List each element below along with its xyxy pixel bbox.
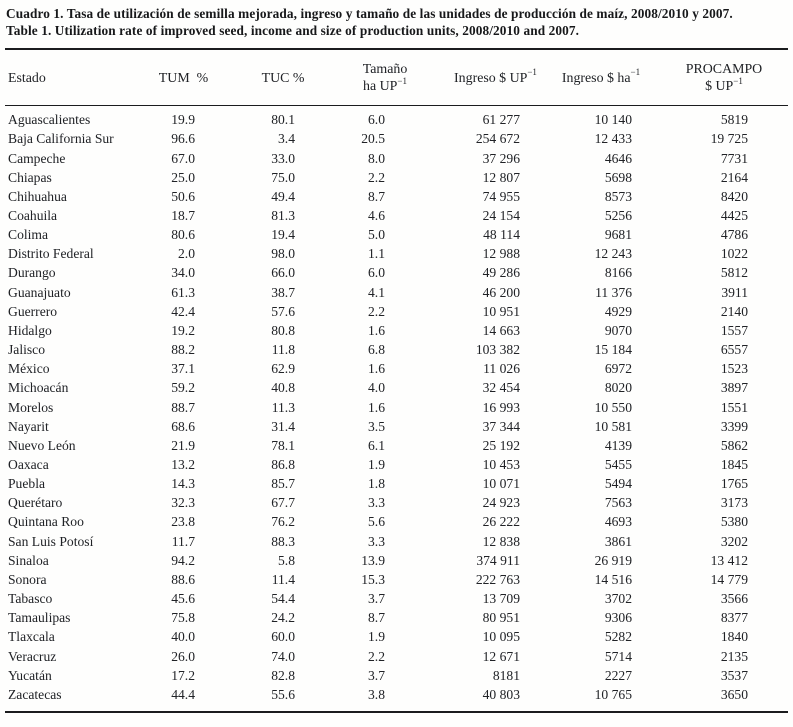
cell-procampo: 3897: [720, 380, 748, 396]
cell-ingreso-up: 13 709: [482, 591, 520, 607]
cell-tamano: 20.5: [361, 131, 385, 147]
col-header-tuc: TUC %: [213, 49, 313, 106]
cell-tamano: 4.6: [368, 207, 385, 223]
cell-tum: 88.2: [171, 342, 195, 358]
cell-ingreso-ha: 9070: [604, 322, 632, 338]
cell-tum: 96.6: [171, 131, 195, 147]
cell-tum: 13.2: [171, 457, 195, 472]
cell-ingreso-ha: 4139: [604, 437, 632, 453]
cell-estado: Sinaloa: [8, 552, 49, 568]
cell-estado: Tlaxcala: [8, 629, 55, 645]
superscript: −1: [397, 75, 407, 86]
table-row: [5, 244, 788, 263]
cell-estado: Michoacán: [8, 380, 69, 396]
cell-tamano: 2.2: [368, 303, 385, 319]
cell-estado: Nayarit: [8, 418, 49, 434]
table-row: [5, 570, 788, 589]
cell-procampo: 5862: [720, 437, 748, 453]
cell-estado: Guerrero: [8, 303, 58, 319]
cell-ingreso-ha: 7563: [604, 495, 632, 511]
superscript: −1: [733, 75, 743, 86]
cell-ingreso-ha: 12 243: [594, 246, 632, 262]
cell-procampo: 3911: [721, 284, 748, 300]
cell-procampo: 8377: [720, 610, 748, 626]
superscript: −1: [527, 67, 537, 78]
col-header-tamano: Tamaño ha $UP^{-1}$: [313, 49, 403, 106]
table-row: [5, 474, 788, 493]
cell-ingreso-up: 32 454: [482, 380, 520, 396]
cell-ingreso-up: 24 923: [482, 495, 520, 511]
cell-tamano: 8.7: [368, 610, 385, 626]
cell-estado: Zacatecas: [8, 686, 62, 702]
cell-procampo: 3537: [720, 667, 748, 683]
cell-procampo: 7731: [720, 150, 748, 166]
cell-estado: Tabasco: [8, 591, 53, 607]
cell-tum: 45.6: [171, 591, 195, 607]
cell-ingreso-up: 80 951: [482, 610, 520, 626]
cell-tuc: 40.8: [271, 380, 295, 396]
cell-tamano: 2.2: [368, 169, 385, 185]
cell-estado: Hidalgo: [8, 322, 52, 338]
cell-tamano: 6.0: [368, 265, 385, 281]
cell-tum: 25.0: [171, 169, 195, 185]
cell-tum: 2.0: [178, 246, 195, 262]
cell-estado: Colima: [8, 227, 49, 243]
cell-ingreso-ha: 10 550: [594, 399, 632, 415]
cell-estado: Jalisco: [8, 342, 45, 358]
cell-estado: Guanajuato: [8, 284, 71, 300]
table-row: [5, 685, 788, 712]
cell-estado: Campeche: [8, 150, 66, 166]
superscript: −1: [630, 67, 641, 78]
cell-ingreso-ha: 5282: [604, 629, 632, 645]
cell-procampo: 1765: [720, 476, 748, 492]
cell-tum: 17.2: [171, 667, 195, 683]
cell-tuc: 85.7: [271, 476, 295, 492]
cell-tum: 67.0: [171, 150, 195, 166]
cell-tamano: 6.1: [368, 437, 385, 453]
cell-ingreso-up: 12 988: [482, 246, 520, 262]
cell-procampo: 2135: [720, 648, 748, 664]
cell-ingreso-up: 10 453: [482, 457, 520, 472]
cell-ingreso-up: 254 672: [475, 131, 520, 147]
cell-tum: 40.0: [171, 629, 195, 645]
cell-tamano: 1.9: [368, 629, 385, 645]
cell-tum: 23.8: [171, 514, 195, 530]
cell-estado: Baja California Sur: [8, 131, 114, 147]
cell-tuc: 55.6: [271, 686, 295, 702]
cell-tum: 18.7: [171, 207, 195, 223]
cell-estado: Chiapas: [8, 169, 52, 185]
cell-tamano: 15.3: [361, 571, 385, 587]
cell-tamano: 1.6: [368, 361, 385, 377]
cell-tamano: 1.9: [368, 457, 385, 472]
cell-tuc: 75.0: [271, 169, 295, 185]
cell-ingreso-ha: 4646: [604, 150, 632, 166]
cell-tuc: 81.3: [271, 207, 295, 223]
col-header-ingreso-ha: Ingreso $ $ha^{-1}$: [538, 49, 650, 106]
cell-tuc: 80.8: [271, 322, 295, 338]
cell-ingreso-up: 61 277: [482, 112, 520, 128]
table-row: [5, 455, 788, 474]
table-row: [5, 532, 788, 551]
cell-procampo: 5380: [720, 514, 748, 530]
cell-ingreso-up: 49 286: [482, 265, 520, 281]
cell-procampo: 13 412: [710, 552, 748, 568]
cell-ingreso-ha: 5256: [604, 207, 632, 223]
cell-tum: 34.0: [171, 265, 195, 281]
cell-procampo: 19 725: [710, 131, 748, 147]
cell-tamano: 6.8: [368, 342, 385, 358]
cell-estado: Tamaulipas: [8, 610, 71, 626]
cell-procampo: 3566: [720, 591, 748, 607]
cell-ingreso-ha: 5714: [604, 648, 632, 664]
cell-ingreso-up: 46 200: [482, 284, 520, 300]
cell-procampo: 4786: [720, 227, 748, 243]
cell-ingreso-ha: 8020: [604, 380, 632, 396]
col-header-tum: TUM %: [150, 49, 213, 106]
cell-ingreso-up: 16 993: [482, 399, 520, 415]
cell-ingreso-ha: 2227: [604, 667, 632, 683]
cell-procampo: 6557: [720, 342, 748, 358]
cell-ingreso-up: 26 222: [482, 514, 520, 530]
cell-estado: Yucatán: [8, 667, 52, 683]
cell-tamano: 4.1: [368, 284, 385, 300]
cell-tuc: 86.8: [271, 457, 295, 472]
cell-procampo: 2164: [720, 169, 748, 185]
cell-estado: Distrito Federal: [8, 246, 94, 262]
cell-tum: 88.7: [171, 399, 195, 415]
cell-tum: 26.0: [171, 648, 195, 664]
cell-tamano: 1.1: [368, 246, 385, 262]
cell-tamano: 3.3: [368, 533, 385, 549]
cell-ingreso-ha: 26 919: [594, 552, 632, 568]
cell-tum: 32.3: [171, 495, 195, 511]
table-row: [5, 149, 788, 168]
cell-tum: 50.6: [171, 188, 195, 204]
table-row: [5, 168, 788, 187]
cell-procampo: 1022: [720, 246, 748, 262]
table-row: [5, 398, 788, 417]
cell-ingreso-ha: 9306: [604, 610, 632, 626]
table-row: [5, 666, 788, 685]
cell-procampo: 3173: [720, 495, 748, 511]
cell-procampo: 3650: [720, 686, 748, 702]
cell-estado: Durango: [8, 265, 56, 281]
cell-tuc: 38.7: [271, 284, 295, 300]
cell-ingreso-up: 12 838: [482, 533, 520, 549]
table-row: [5, 512, 788, 531]
cell-ingreso-up: 24 154: [482, 207, 520, 223]
cell-tuc: 66.0: [271, 265, 295, 281]
cell-tamano: 8.0: [368, 150, 385, 166]
cell-tuc: 11.8: [271, 342, 295, 358]
cell-procampo: 8420: [720, 188, 748, 204]
cell-ingreso-ha: 4929: [604, 303, 632, 319]
cell-tamano: 5.6: [368, 514, 385, 530]
cell-ingreso-up: 8181: [492, 667, 520, 683]
cell-ingreso-up: 37 344: [482, 418, 520, 434]
cell-ingreso-up: 10 071: [482, 476, 520, 492]
cell-tamano: 3.8: [368, 686, 385, 702]
cell-ingreso-up: 14 663: [482, 322, 520, 338]
cell-tamano: 1.6: [368, 399, 385, 415]
cell-ingreso-up: 222 763: [475, 571, 520, 587]
cell-estado: México: [8, 361, 50, 377]
cell-ingreso-up: 37 296: [482, 150, 520, 166]
cell-tamano: 3.7: [368, 591, 385, 607]
cell-ingreso-ha: 9681: [604, 227, 632, 243]
table-row: [5, 283, 788, 302]
table-row: [5, 627, 788, 646]
cell-estado: San Luis Potosí: [8, 533, 94, 549]
cell-ingreso-up: 12 671: [482, 648, 520, 664]
cell-tum: 37.1: [171, 361, 195, 377]
col-header-estado: Estado: [5, 49, 150, 106]
cell-ingreso-ha: 14 516: [594, 571, 632, 587]
cell-tuc: 33.0: [271, 150, 295, 166]
cell-procampo: 2140: [720, 303, 748, 319]
cell-ingreso-ha: 10 140: [594, 112, 632, 128]
cell-tuc: 19.4: [271, 227, 295, 243]
cell-ingreso-ha: 3861: [604, 533, 632, 549]
table-title-english: Table 1. Utilization rate of improved seed, income and size of production units, 2008/2010 and 2007.: [6, 22, 580, 38]
table-row: [5, 206, 788, 225]
cell-ingreso-up: 12 807: [482, 169, 520, 185]
cell-tuc: 54.4: [271, 591, 295, 607]
cell-tuc: 76.2: [271, 514, 295, 530]
table-row: [5, 129, 788, 148]
cell-ingreso-up: 103 382: [475, 342, 520, 358]
cell-tuc: 98.0: [271, 246, 295, 262]
cell-estado: Quintana Roo: [8, 514, 84, 530]
cell-tuc: 82.8: [271, 667, 295, 683]
table-header: [5, 49, 788, 106]
cell-estado: Veracruz: [8, 648, 57, 664]
table-caption: [6, 6, 788, 39]
cell-tum: 19.2: [171, 322, 195, 338]
cell-tuc: 3.4: [278, 131, 295, 147]
cell-estado: Sonora: [8, 571, 47, 587]
cell-estado: Nuevo León: [8, 437, 76, 453]
cell-tuc: 80.1: [271, 112, 295, 128]
cell-tamano: 4.0: [368, 380, 385, 396]
cell-estado: Coahuila: [8, 207, 58, 223]
table-row: [5, 417, 788, 436]
cell-procampo: 14 779: [710, 571, 748, 587]
cell-tum: 61.3: [171, 284, 195, 300]
cell-ingreso-ha: 6972: [604, 361, 632, 377]
cell-tum: 11.7: [171, 533, 195, 549]
cell-procampo: 1840: [720, 629, 748, 645]
cell-tuc: 88.3: [271, 533, 295, 549]
cell-tum: 94.2: [171, 552, 195, 568]
cell-tum: 59.2: [171, 380, 195, 396]
cell-ingreso-ha: 12 433: [594, 131, 632, 147]
data-table: [5, 48, 788, 713]
table-row: [5, 378, 788, 397]
table-title-spanish: Cuadro 1. Tasa de utilización de semilla mejorada, ingreso y tamaño de las unidades de producción de maíz, 2008/2010 y 2007.: [6, 6, 733, 21]
cell-tuc: 67.7: [271, 495, 295, 511]
table-row: [5, 106, 788, 130]
table-row: [5, 647, 788, 666]
cell-tamano: 1.8: [368, 476, 385, 492]
cell-tuc: 78.1: [271, 437, 295, 453]
cell-tum: 19.9: [171, 112, 195, 128]
cell-ingreso-up: 10 095: [482, 629, 520, 645]
cell-tuc: 31.4: [271, 418, 295, 434]
cell-tamano: 8.7: [368, 188, 385, 204]
cell-ingreso-ha: 5494: [604, 476, 632, 492]
cell-ingreso-ha: 11 376: [595, 284, 632, 300]
cell-estado: Oaxaca: [8, 457, 49, 472]
cell-tuc: 5.8: [278, 552, 295, 568]
cell-tum: 44.4: [171, 686, 195, 702]
cell-ingreso-ha: 15 184: [594, 342, 632, 358]
table-row: [5, 263, 788, 282]
cell-estado: Aguascalientes: [8, 112, 91, 128]
col-header-procampo: PROCAMPO $ $UP^{-1}$: [650, 49, 788, 106]
table-row: [5, 589, 788, 608]
cell-tuc: 74.0: [271, 648, 295, 664]
cell-ingreso-ha: 4693: [604, 514, 632, 530]
table-row: [5, 225, 788, 244]
table-row: [5, 436, 788, 455]
cell-tuc: 62.9: [271, 361, 295, 377]
cell-procampo: 5812: [720, 265, 748, 281]
cell-tamano: 3.3: [368, 495, 385, 511]
cell-tum: 68.6: [171, 418, 195, 434]
cell-tum: 21.9: [171, 437, 195, 453]
header-row: [5, 49, 788, 106]
cell-tuc: 11.4: [271, 571, 295, 587]
cell-tum: 75.8: [171, 610, 195, 626]
cell-tuc: 60.0: [271, 629, 295, 645]
cell-tamano: 13.9: [361, 552, 385, 568]
cell-procampo: 1523: [720, 361, 748, 377]
cell-procampo: 3202: [720, 533, 748, 549]
table-row: [5, 321, 788, 340]
cell-ingreso-up: 40 803: [482, 686, 520, 702]
table-body: [5, 106, 788, 712]
cell-ingreso-ha: 10 765: [594, 686, 632, 702]
table-row: [5, 302, 788, 321]
cell-ingreso-ha: 10 581: [594, 418, 632, 434]
table-row: [5, 608, 788, 627]
table-row: [5, 493, 788, 512]
cell-tamano: 2.2: [368, 648, 385, 664]
cell-tamano: 6.0: [368, 112, 385, 128]
cell-tum: 14.3: [171, 476, 195, 492]
cell-tamano: 1.6: [368, 322, 385, 338]
cell-procampo: 1557: [720, 322, 748, 338]
cell-estado: Morelos: [8, 399, 54, 415]
cell-procampo: 4425: [720, 207, 748, 223]
table-row: [5, 551, 788, 570]
cell-ingreso-up: 11 026: [483, 361, 520, 377]
cell-estado: Querétaro: [8, 495, 63, 511]
cell-ingreso-ha: 5698: [604, 169, 632, 185]
table-row: [5, 187, 788, 206]
cell-tuc: 24.2: [271, 610, 295, 626]
cell-procampo: 3399: [720, 418, 748, 434]
cell-tum: 80.6: [171, 227, 195, 243]
cell-ingreso-ha: 8573: [604, 188, 632, 204]
cell-tamano: 3.5: [368, 418, 385, 434]
cell-tuc: 11.3: [271, 399, 295, 415]
cell-ingreso-up: 25 192: [482, 437, 520, 453]
cell-tamano: 3.7: [368, 667, 385, 683]
cell-ingreso-up: 74 955: [482, 188, 520, 204]
cell-tamano: 5.0: [368, 227, 385, 243]
cell-ingreso-ha: 8166: [604, 265, 632, 281]
table-row: [5, 359, 788, 378]
cell-tum: 88.6: [171, 571, 195, 587]
cell-ingreso-ha: 5455: [604, 457, 632, 472]
cell-tum: 42.4: [171, 303, 195, 319]
table-row: [5, 340, 788, 359]
cell-ingreso-up: 374 911: [476, 552, 520, 568]
cell-ingreso-ha: 3702: [604, 591, 632, 607]
col-header-ingreso-up: Ingreso $ $UP^{-1}$: [403, 49, 538, 106]
cell-procampo: 1551: [720, 399, 748, 415]
cell-ingreso-up: 10 951: [482, 303, 520, 319]
cell-procampo: 5819: [720, 112, 748, 128]
cell-estado: Puebla: [8, 476, 45, 492]
cell-tuc: 49.4: [271, 188, 295, 204]
cell-procampo: 1845: [720, 457, 748, 472]
cell-tuc: 57.6: [271, 303, 295, 319]
cell-estado: Chihuahua: [8, 188, 67, 204]
cell-ingreso-up: 48 114: [483, 227, 520, 243]
